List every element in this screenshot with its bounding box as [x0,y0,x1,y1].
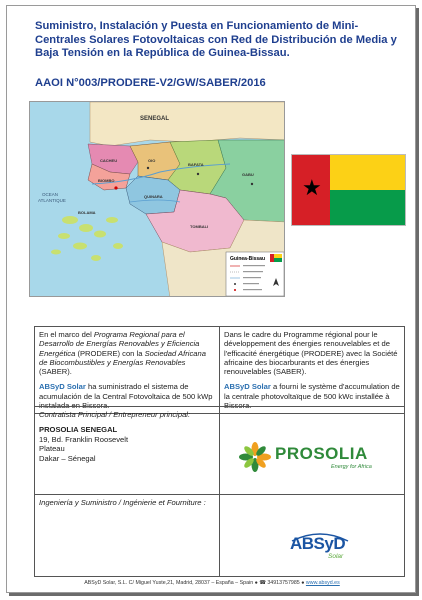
main-contractor-label: Contratista Principal / Entrepreneur principal: [39,410,191,419]
french-description-cell [220,327,405,414]
map-senegal-label: SENEGAL [140,116,170,122]
flag-star-icon: ★ [302,175,322,200]
footer [7,580,417,586]
document-page [6,5,416,593]
fr-intro-text: Dans le cadre du Programme régional pour le développement des énergies renouvelables et de l'efficacité énergétique (PRODERE) avec la Société africaine des biocarburants et des énergies renouvelables (SABER). [224,330,398,377]
es-end-text: (SABER). [39,367,72,377]
map-region-label: QUINARA [144,194,163,199]
map-region-label: GABU [242,172,254,177]
engineering-label: Ingeniería y Suministro / Ingénierie et Fourniture : [39,498,206,507]
absyd-subtitle: Solar [328,553,344,560]
flag-yellow-band [330,155,405,190]
footer-address: ABSyD Solar, S.L. C/ Miguel Yuste,21, Madrid, 28037 – España – Spain ● ☎ 34913757985 ● [84,580,305,586]
prosolia-logo [239,442,389,472]
tender-reference: AAOI N°003/PRODERE-V2/GW/SABER/2016 [35,77,266,89]
document-title: Suministro, Instalación y Puesta en Funcionamiento de Mini-Centrales Solares Fotovoltaicas con Red de Distribución de Media y Baja Tensión en la República de Guinea-Bissau. [35,20,397,59]
project-info-table [34,326,405,414]
fr-supply-text: a fourni le système d'accumulation de la centrale photovoltaïque de 500 kWc installée à Bissora. [224,382,400,411]
map-region-label: CACHEU [100,158,118,163]
prosolia-wordmark: PROSOLIA [275,444,368,463]
contractor-address-line2: Plateau [39,444,65,454]
absyd-logo [290,531,350,565]
prosolia-tagline: Energy for Africa [331,464,372,470]
contractor-address-line3: Dakar – Sénegal [39,453,96,463]
map-legend-title: Guinea-Bissau [230,256,266,262]
footer-website-link[interactable]: www.absyd.es [305,580,340,586]
map-region-label: BOLAMA [78,210,96,215]
main-contractor-cell [35,407,220,495]
map-region-label: TOMBALI [190,224,209,229]
spanish-description-cell [35,327,220,414]
es-intro-text: En el marco del [39,330,92,339]
flag-green-band [330,190,405,225]
es-society-name: Sociedad Africana de Biocombustibles y Energías Renovables [39,348,206,367]
map-region-label: BAFATA [188,162,204,167]
absyd-wordmark: ABSyD [290,534,346,553]
es-program-name: Programa Regional para el Desarrollo de Energías Renovables y Eficiencia Energética [39,330,200,358]
contractor-company: PROSOLIA SENEGAL [39,425,118,435]
guinea-bissau-flag [291,154,406,226]
map-ocean-label: OCEAN [42,192,59,197]
contractor-address-line1: 19, Bd. Franklin Roosevelt [39,434,129,444]
engineering-cell [35,495,220,577]
map-region-label: BIOMBO [98,178,115,183]
guinea-bissau-map [29,101,285,297]
es-brand-name: ABSyD Solar [39,382,86,392]
prosolia-leaf-icon [239,442,271,472]
map-atlantic-label: ATLANTIQUE [38,198,66,203]
es-mid-text: (PRODERE) con la [77,348,143,358]
es-supply-text: ha suministrado el sistema de acumulación de la Central Fotovoltaica de 500 kWp instalada en Bissora. [39,382,213,411]
map-region-label: OIO [148,158,156,163]
fr-brand-name: ABSyD Solar [224,382,271,392]
